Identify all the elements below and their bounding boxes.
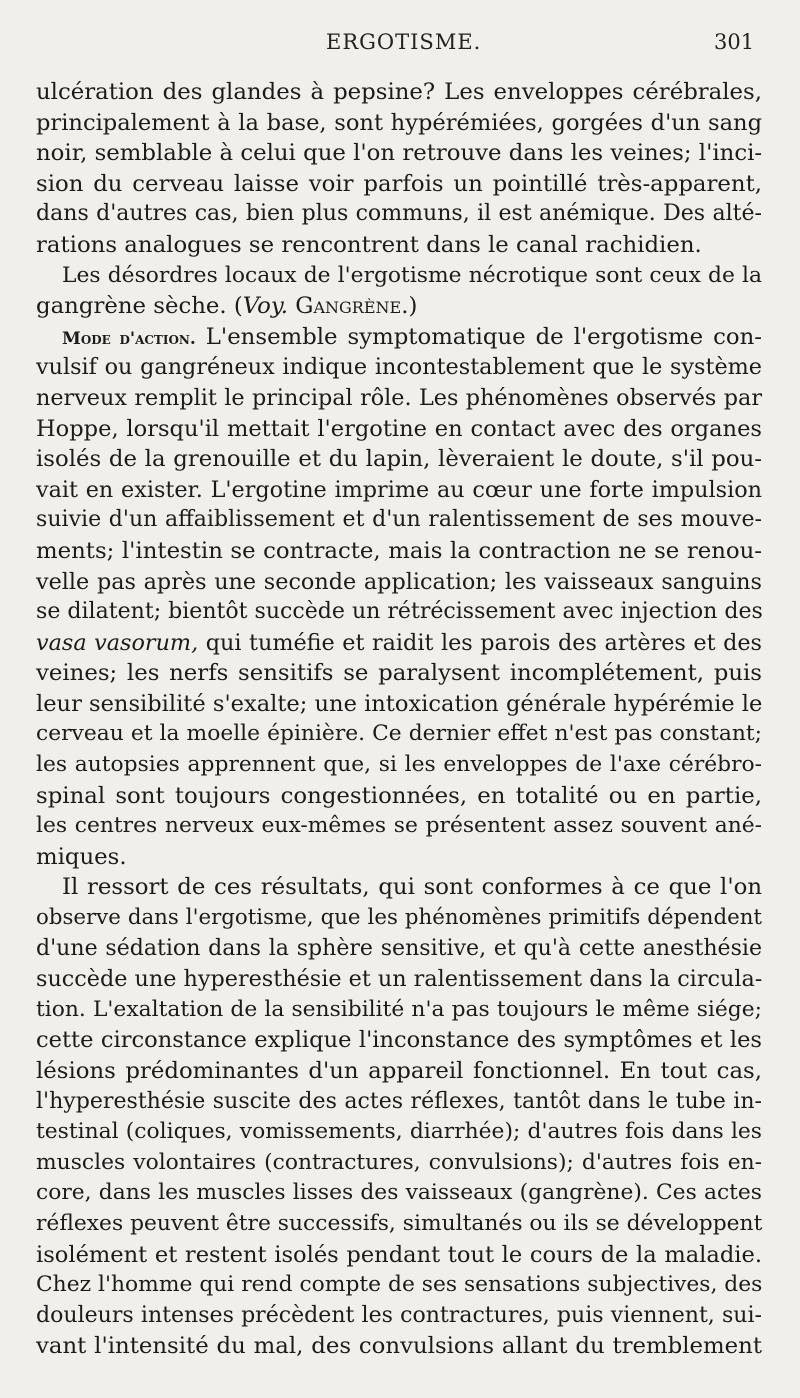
text-line: vait en exister. L'ergotine imprime au cœur une forte impulsion (36, 476, 762, 503)
text-line: réflexes peuvent être successifs, simultanés ou ils se développent (36, 1210, 763, 1236)
text-line: se dilatent; bientôt succède un rétrécissement avec injection des (36, 599, 763, 625)
text-line: Hoppe, lorsqu'il mettait l'ergotine en contact avec des organes (36, 415, 762, 442)
text-line: d'une sédation dans la sphère sensitive, et qu'à cette anesthésie (36, 935, 762, 961)
text-line (36, 322, 762, 353)
text-line: les autopsies apprennent que, si les enveloppes de l'axe cérébro- (36, 752, 762, 778)
text-line: vulsif ou gangréneux indique incontestablement que le système (36, 354, 762, 381)
cross-reference-voy: Voy. (242, 293, 288, 320)
text-line (36, 628, 762, 659)
text-line (36, 291, 762, 322)
text-line: rations analogues se rencontrent dans le canal rachidien. (36, 231, 702, 258)
text-line: velle pas après une seconde application; les vaisseaux sanguins (36, 568, 762, 595)
text-line: l'hyperesthésie suscite des actes réflexes, tantôt dans le tube in- (36, 1088, 762, 1114)
text-line: suivie d'un affaiblissement et d'un ralentissement de ses mouve- (36, 507, 762, 533)
text-line: nerveux remplit le principal rôle. Les phénomènes observés par (36, 384, 762, 411)
running-title: ERGOTISME. (326, 30, 482, 54)
text-line: testinal (coliques, vomissements, diarrhée); d'autres fois dans les (36, 1119, 762, 1145)
text-fragment: gangrène sèche. ( (36, 293, 243, 320)
cross-reference-gangrene: Gangrène. (295, 293, 409, 320)
text-line: Les désordres locaux de l'ergotisme nécrotique sont ceux de la (62, 262, 762, 288)
text-line: lésions prédominantes d'un appareil fonctionnel. En tout cas, (36, 1058, 762, 1084)
text-line: ulcération des glandes à pepsine? Les enveloppes cérébrales, (36, 79, 762, 105)
text-line: noir, semblable à celui que l'on retrouve dans les veines; l'inci- (36, 140, 763, 167)
text-line: succède une hyperesthésie et un ralentissement dans la circula- (36, 966, 763, 993)
text-line: cerveau et la moelle épinière. Ce dernier effet n'est pas constant; (36, 721, 762, 747)
text-line: tion. L'exaltation de la sensibilité n'a pas toujours le même siége; (36, 996, 762, 1022)
text-line: leur sensibilité s'exalte; une intoxication générale hypérémie le (36, 690, 763, 717)
latin-term: vasa vasorum, (36, 629, 199, 656)
text-line: ments; l'intestin se contracte, mais la contraction ne se renou- (36, 537, 762, 564)
text-line: Il ressort de ces résultats, qui sont conformes à ce que l'on (62, 874, 762, 901)
running-header (0, 30, 800, 60)
text-line: sion du cerveau laisse voir parfois un pointillé très-apparent, (36, 170, 762, 197)
text-line: observe dans l'ergotisme, que les phénomènes primitifs dépendent (36, 905, 762, 931)
text-line: vant l'intensité du mal, des convulsions allant du tremblement (36, 1333, 762, 1360)
text-line: Chez l'homme qui rend compte de ses sensations subjectives, des (36, 1272, 763, 1298)
text-line: les centres nerveux eux-mêmes se présentent assez souvent ané- (36, 813, 762, 839)
section-heading: Mode d'action. (62, 328, 196, 349)
text-line: dans d'autres cas, bien plus communs, il est anémique. Des alté- (36, 201, 762, 227)
text-line: principalement à la base, sont hypérémiées, gorgées d'un sang (36, 109, 762, 136)
text-line: miques. (36, 843, 127, 870)
text-fragment: L'ensemble symptomatique de l'ergotisme con- (195, 323, 762, 350)
text-line: cette circonstance explique l'inconstance des symptômes et les (36, 1027, 762, 1054)
page-number: 301 (714, 30, 755, 54)
text-fragment: ) (408, 293, 418, 320)
text-line: isolément et restent isolés pendant tout le cours de la maladie. (36, 1241, 762, 1268)
text-line: muscles volontaires (contractures, convulsions); d'autres fois en- (36, 1149, 762, 1175)
text-line: core, dans les muscles lisses des vaisseaux (gangrène). Ces actes (36, 1180, 762, 1206)
text-fragment: qui tuméfie et raidit les parois des artères et des (198, 629, 762, 656)
text-line: douleurs intenses précèdent les contractures, puis viennent, sui- (36, 1302, 762, 1328)
body-text (36, 77, 762, 1362)
text-line: isolés de la grenouille et du lapin, lèveraient le doute, s'il pou- (36, 446, 762, 473)
text-line: veines; les nerfs sensitifs se paralysent incomplétement, puis (36, 660, 762, 687)
text-line: spinal sont toujours congestionnées, en totalité ou en partie, (36, 782, 762, 809)
